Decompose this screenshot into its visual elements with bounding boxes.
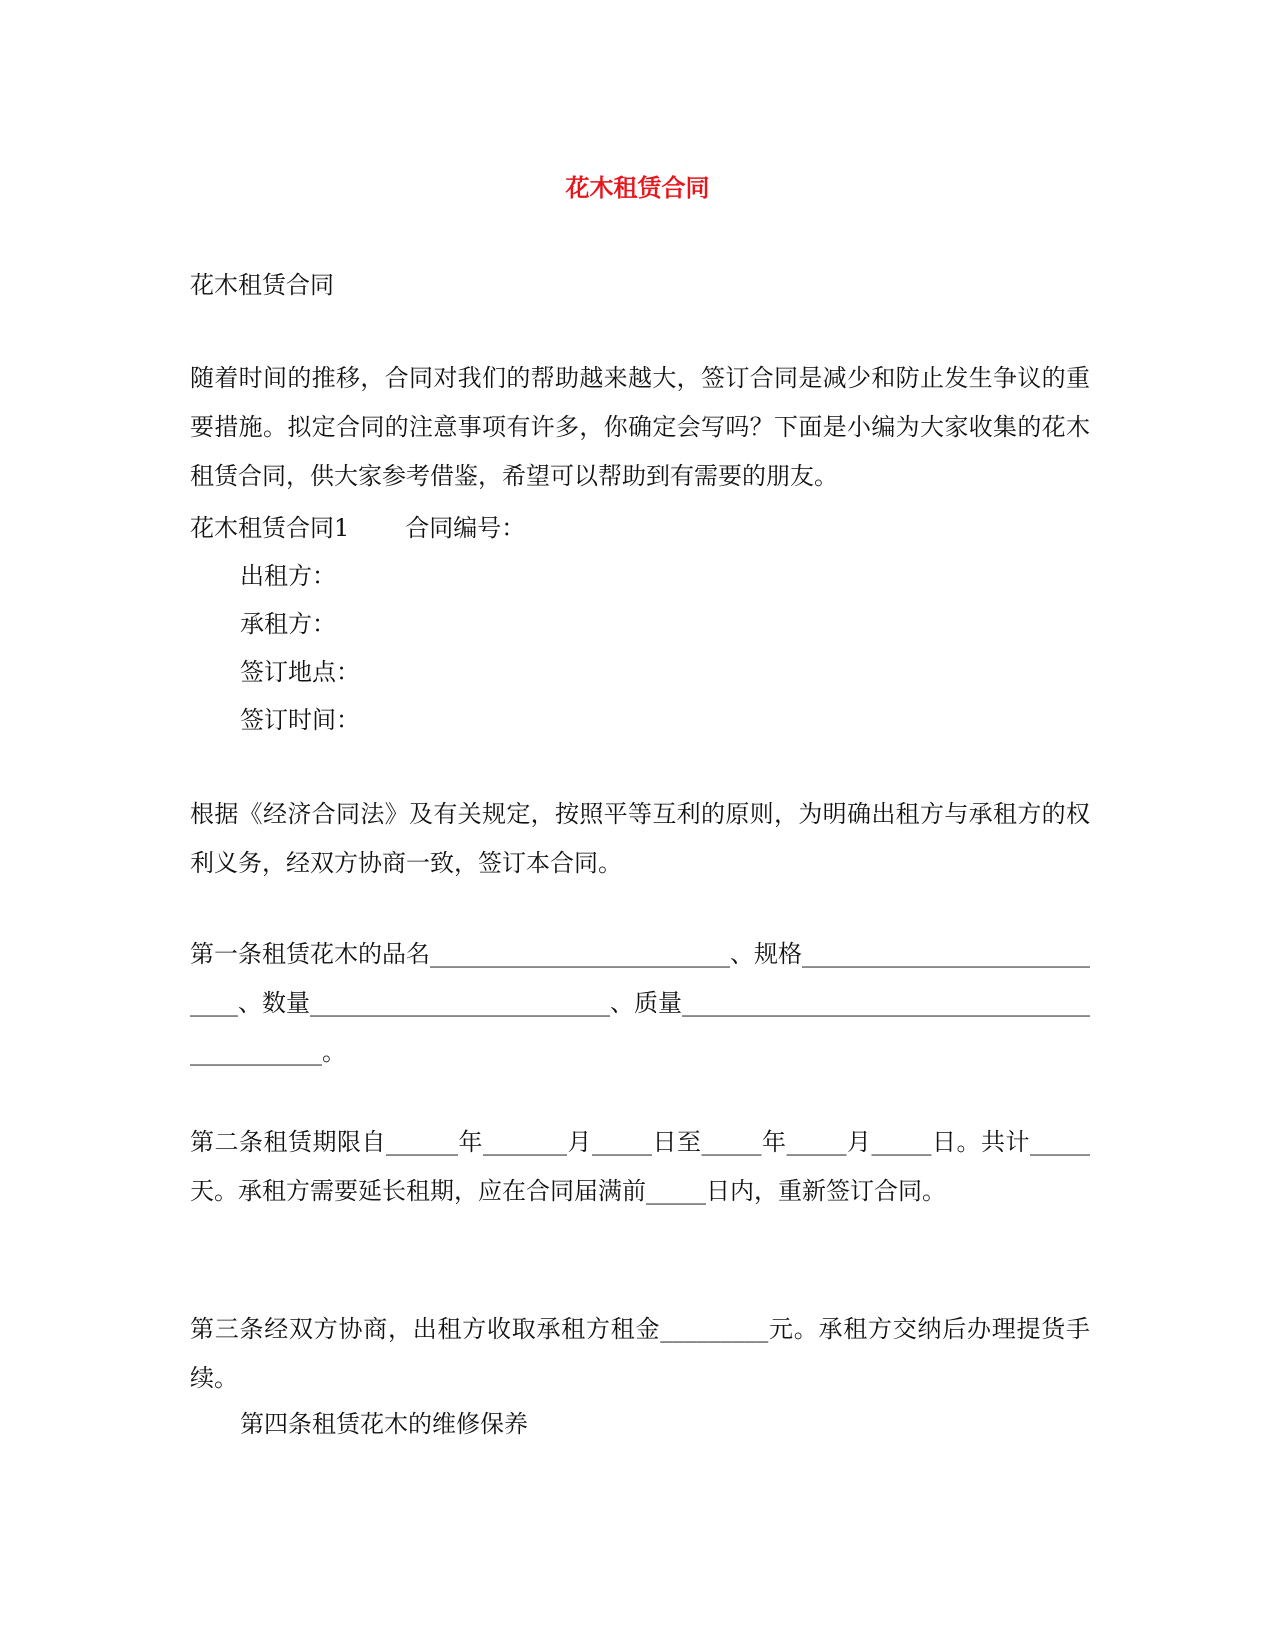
contract-number-label: 合同编号： bbox=[405, 514, 526, 542]
document-subtitle: 花木租赁合同 bbox=[190, 271, 334, 299]
contract-heading-line bbox=[190, 510, 525, 546]
contract-heading: 花木租赁合同1 bbox=[190, 514, 350, 542]
lessee-field: 承租方： bbox=[240, 610, 336, 638]
signing-place-field: 签订地点： bbox=[240, 658, 360, 686]
article-1: 第一条租赁花木的品名_________________________、规格____________________________、数量_________________________、质量_____________________________________________。 bbox=[190, 940, 1090, 1066]
lessor-field: 出租方： bbox=[240, 562, 336, 590]
signing-time-field: 签订时间： bbox=[240, 706, 360, 734]
article-3: 第三条经双方协商，出租方收取承租方租金_________元。承租方交纳后办理提货手续。 bbox=[190, 1315, 1090, 1392]
article-4: 第四条租赁花木的维修保养 bbox=[240, 1410, 528, 1438]
intro-paragraph: 随着时间的推移，合同对我们的帮助越来越大，签订合同是减少和防止发生争议的重要措施。拟定合同的注意事项有许多，你确定会写吗？下面是小编为大家收集的花木租赁合同，供大家参考借鉴，希望可以帮助到有需要的朋友。 bbox=[190, 364, 1090, 490]
document-title: 花木租赁合同 bbox=[565, 173, 710, 202]
preamble-paragraph: 根据《经济合同法》及有关规定，按照平等互利的原则，为明确出租方与承租方的权利义务，经双方协商一致，签订本合同。 bbox=[190, 800, 1090, 877]
article-2: 第二条租赁期限自______年_______月_____日至_____年_____月_____日。共计_____天。承租方需要延长租期，应在合同届满前_____日内，重新签订合同。 bbox=[190, 1128, 1090, 1205]
